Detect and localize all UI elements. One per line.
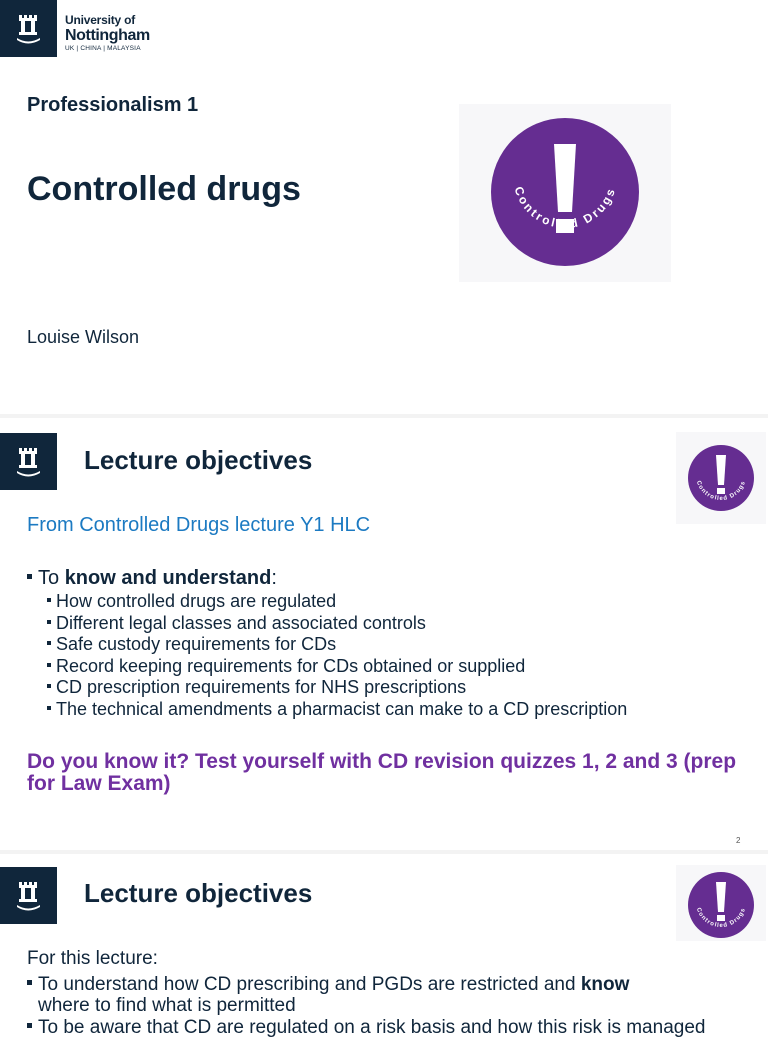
- university-crest-icon: [0, 433, 57, 490]
- objectives-slide-2: [0, 854, 768, 1038]
- controlled-drugs-badge-small: [676, 432, 766, 524]
- university-crest-icon: [0, 867, 57, 924]
- slide-subtitle: Professionalism 1: [27, 94, 199, 116]
- list-item: [27, 974, 747, 1016]
- university-name-line1: University of: [65, 13, 136, 27]
- objective-emphasis: know: [580, 974, 630, 995]
- slide-title: Controlled drugs: [27, 170, 301, 208]
- controlled-drugs-badge-small: [676, 865, 766, 941]
- controlled-drugs-badge-icon: [676, 432, 766, 524]
- university-name: [65, 13, 150, 54]
- list-item: Record keeping requirements for CDs obtained or supplied: [47, 656, 627, 678]
- controlled-drugs-badge-panel: [459, 104, 671, 282]
- main-bullet: [27, 567, 277, 590]
- lecture-intro: For this lecture:: [27, 948, 158, 969]
- slide-heading: Lecture objectives: [84, 445, 313, 475]
- badge-text: Controlled Drugs: [694, 907, 748, 930]
- source-lecture-line: From Controlled Drugs lecture Y1 HLC: [27, 514, 371, 536]
- list-item: Different legal classes and associated controls: [47, 613, 627, 635]
- main-bullet-prefix: To: [38, 567, 65, 589]
- objectives-slide-1: [0, 418, 768, 850]
- badge-text: Controlled Drugs: [511, 184, 619, 232]
- controlled-drugs-badge: [459, 104, 671, 282]
- objective-text: To be aware that CD are regulated on a risk basis and how this risk is managed: [38, 1017, 706, 1038]
- objective-text: To understand how CD prescribing and PGDs are restricted and: [38, 974, 581, 995]
- university-campuses: UK | CHINA | MALAYSIA: [65, 45, 141, 52]
- author-name: Louise Wilson: [27, 327, 140, 347]
- university-crest-logo: [0, 867, 57, 924]
- main-bullet-emphasis: know and understand: [64, 567, 272, 589]
- list-item: How controlled drugs are regulated: [47, 591, 627, 613]
- objective-sub-list: [47, 591, 627, 720]
- university-crest-icon: [0, 0, 57, 57]
- badge-text: Controlled Drugs: [694, 480, 748, 503]
- university-name-line2: Nottingham: [65, 27, 150, 44]
- list-item: The technical amendments a pharmacist can make to a CD prescription: [47, 699, 627, 721]
- revision-callout: Do you know it? Test yourself with CD revision quizzes 1, 2 and 3 (prep for Law Exam): [27, 750, 737, 795]
- university-crest-logo: [0, 433, 57, 490]
- list-item: CD prescription requirements for NHS prescriptions: [47, 677, 627, 699]
- bullet-marker: [27, 574, 32, 579]
- university-logo: [0, 0, 57, 57]
- controlled-drugs-badge-icon: [676, 865, 766, 941]
- objective-continuation: where to find what is permitted: [38, 995, 296, 1016]
- main-bullet-suffix: :: [271, 567, 277, 589]
- title-slide: [0, 0, 768, 414]
- list-item: Safe custody requirements for CDs: [47, 634, 627, 656]
- list-item: [27, 1017, 747, 1038]
- page-number: 2: [736, 836, 741, 845]
- slide-heading: Lecture objectives: [84, 878, 313, 908]
